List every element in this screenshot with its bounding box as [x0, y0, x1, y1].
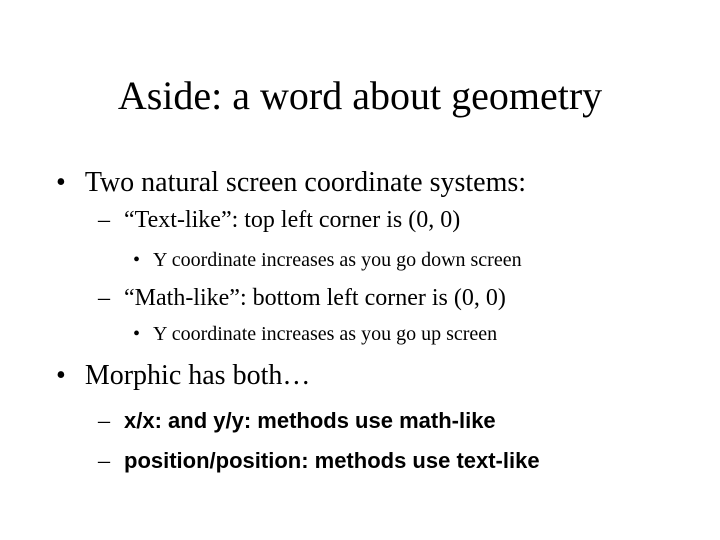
- bullet-text: Morphic has both…: [84, 360, 311, 391]
- dash-marker: –: [98, 285, 110, 311]
- bullet-level1: [56, 359, 310, 393]
- bullet-text: Y coordinate increases as you go down screen: [153, 249, 522, 271]
- slide-title: Aside: a word about geometry: [117, 73, 603, 118]
- bullet-text: Y coordinate increases as you go up screen: [153, 323, 498, 345]
- bullet-text: “Math-like”: bottom left corner is (0, 0): [124, 285, 506, 311]
- bullet-level2: [98, 406, 496, 436]
- bullet-level2: [98, 205, 460, 235]
- bullet-text: Two natural screen coordinate systems:: [84, 167, 527, 198]
- bullet-level2: [98, 283, 506, 313]
- bullet-text: x/x: and y/y: methods use math-like: [124, 408, 496, 433]
- dash-marker: –: [98, 448, 110, 474]
- bullet-marker: •: [133, 249, 141, 271]
- bullet-level2: [98, 446, 540, 476]
- bullet-level3: [133, 321, 497, 347]
- bullet-marker: •: [56, 167, 66, 198]
- dash-marker: –: [98, 408, 110, 434]
- bullet-text: position/position: methods use text-like: [124, 448, 540, 473]
- bullet-text: “Text-like”: top left corner is (0, 0): [124, 207, 461, 233]
- bullet-marker: •: [56, 360, 66, 391]
- bullet-level3: [133, 247, 522, 273]
- bullet-marker: •: [133, 323, 141, 345]
- dash-marker: –: [98, 207, 110, 233]
- bullet-level1: [56, 166, 526, 200]
